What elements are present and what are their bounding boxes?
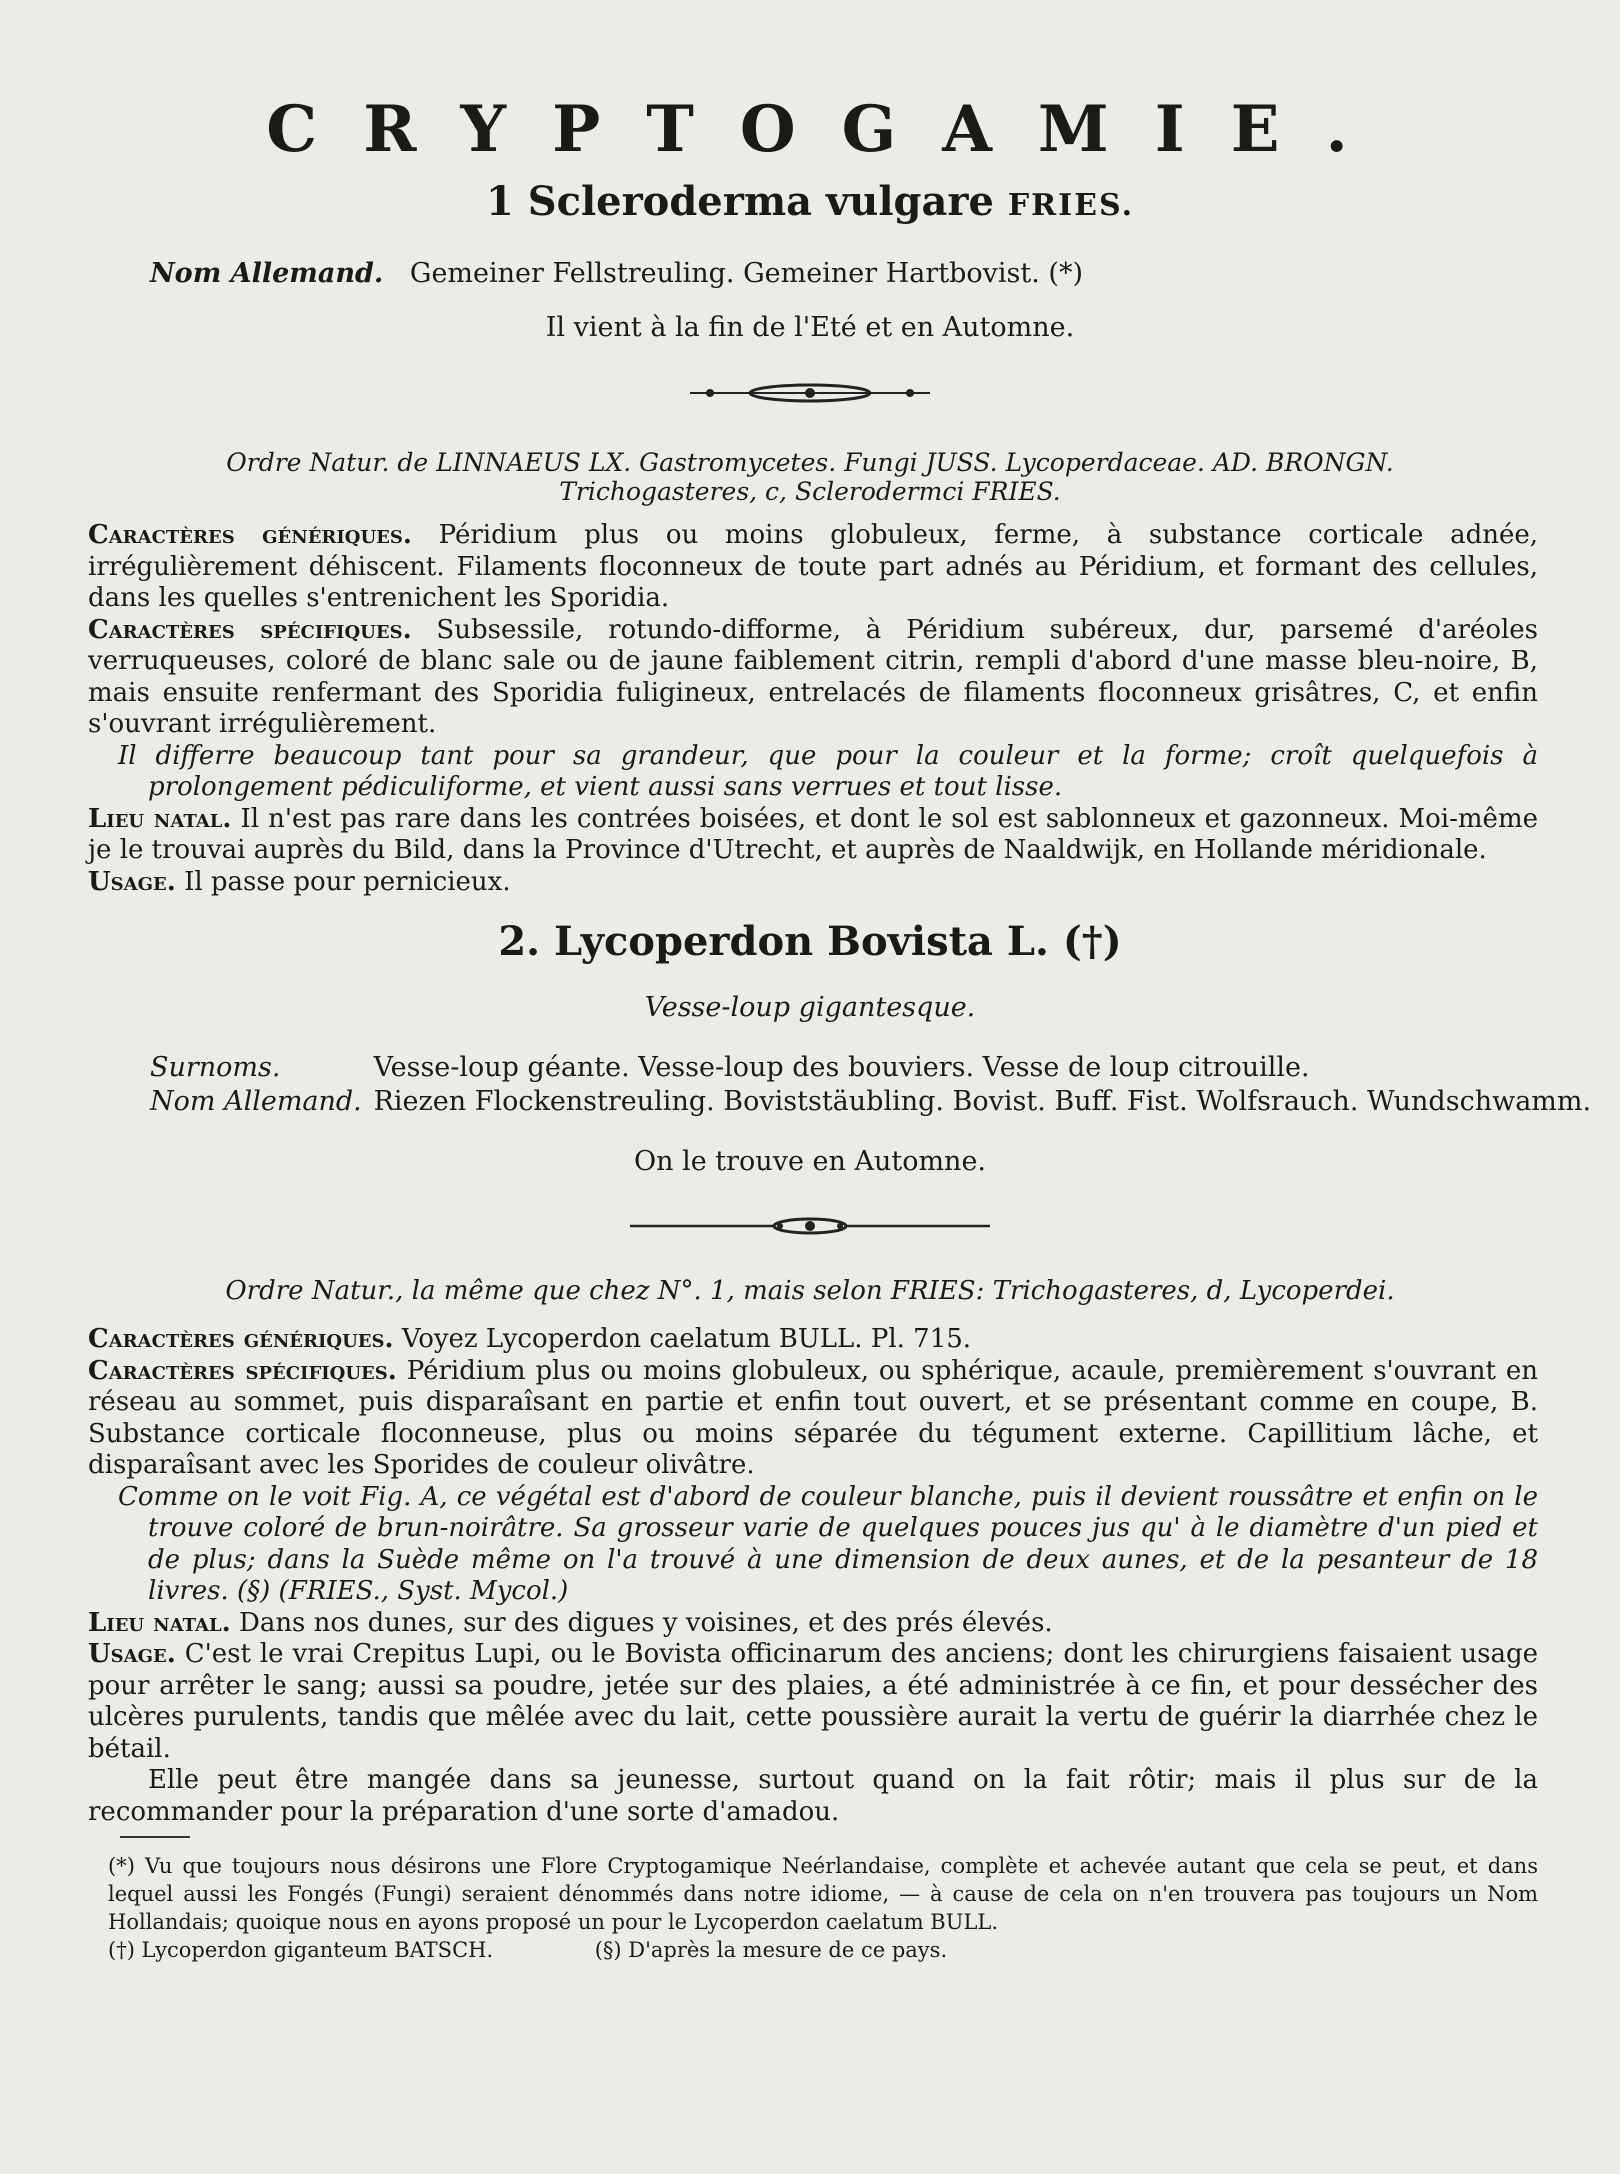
nom-allemand-label: Nom Allemand. <box>150 1086 362 1117</box>
species2-body <box>88 1324 1538 1828</box>
nom-allemand-value: Riezen Flockenstreuling. Boviststäubling. Bovist. Buff. Fist. Wolfsrauch. Wundschwamm. <box>373 1086 1592 1117</box>
generic-text: Péridium plus ou moins globuleux, ferme, à substance corticale adnée, irrégulièrement déhiscent. Filaments floconneux de toute part adnés au Péridium, et formant des cellules, dans les quelles s'entrenichent les Sporidia. <box>88 520 1539 613</box>
footnote-row <box>108 1936 1538 1964</box>
species2-specific <box>88 1356 1538 1482</box>
generic-text: Voyez Lycoperdon caelatum BULL. Pl. 715. <box>401 1324 972 1354</box>
species1-name: 1 Scleroderma vulgare <box>485 178 994 225</box>
species1-ordre-line1: Ordre Natur. de LINNAEUS LX. Gastromycetes. Fungi JUSS. Lycoperdaceae. AD. BRONGN. <box>226 448 1394 477</box>
usage-text: Il passe pour pernicieux. <box>184 866 511 897</box>
lieu-text: Dans nos dunes, sur des digues y voisines, et des prés élevés. <box>238 1607 1053 1638</box>
lieu-label: Lieu natal. <box>88 1607 231 1638</box>
footnotes <box>108 1852 1538 1964</box>
specific-label: Caractères spécifiques. <box>88 614 412 645</box>
species1-author: FRIES. <box>1007 188 1135 223</box>
lieu-text: Il n'est pas rare dans les contrées boisées, et dont le sol est sablonneux et gazonneux. Moi-même je le trouvai auprès du Bild, dans la Province d'Utrecht, et auprès de Naaldwijk, en Hollande méridionale. <box>88 803 1538 865</box>
species1-generic <box>88 520 1538 615</box>
footnote-section: (§) D'après la mesure de ce pays. <box>594 1938 948 1962</box>
usage-label: Usage. <box>88 866 176 897</box>
page-title: CRYPTOGAMIE. <box>266 92 1394 167</box>
species2-lieu <box>88 1608 1538 1640</box>
species2-italic-note: Comme on le voit Fig. A, ce végétal est d'abord de couleur blanche, puis il devient roussâtre et enfin on le trouve coloré de brun-noirâtre. Sa grosseur varie de quelques pouces jus qu' à le diamètre d'un pied et de plus; dans la Suède même on l'a trouvé à une dimension de deux aunes, et de la pesanteur de 18 livres. (§) (FRIES., Syst. Mycol.) <box>118 1481 1538 1606</box>
specific-text: Péridium plus ou moins globuleux, ou sphérique, acaule, premièrement s'ouvrant en réseau au sommet, puis disparaîsant en partie et enfin tout ouvert, et se présentant comme en coupe, B. Substance corticale floconneuse, plus ou moins séparée du tégument externe. Capillitium lâche, et disparaîsant avec les Sporides de couleur olivâtre. <box>88 1355 1538 1480</box>
footnote-dagger: (†) Lycoperdon giganteum BATSCH. <box>108 1938 494 1962</box>
usage-text: C'est le vrai Crepitus Lupi, ou le Bovista officinarum des anciens; dont les chirurgiens faisaient usage pour arrêter le sang; aussi sa poudre, jetée sur des plaies, a été administrée à ce fin, et pour dessécher des ulcères purulents, tandis que mêlée avec du lait, cette poussière aurait la vertu de guérir la diarrhée chez le bétail. <box>88 1639 1538 1764</box>
ornament-divider-1 <box>0 378 1620 412</box>
species1-specific <box>88 615 1538 741</box>
specific-label: Caractères spécifiques. <box>88 1355 397 1386</box>
species2-heading: 2. Lycoperdon Bovista L. (†) <box>498 918 1122 965</box>
ornament-divider-2 <box>0 1212 1620 1244</box>
species2-generic <box>88 1324 1538 1356</box>
species1-body <box>88 520 1538 898</box>
species2-common-name: Vesse-loup gigantesque. <box>644 992 976 1023</box>
nom-allemand-value: Gemeiner Fellstreuling. Gemeiner Hartbovist. (*) <box>409 258 1083 289</box>
species1-ordre-line2: Trichogasteres, c, Sclerodermci FRIES. <box>559 477 1061 506</box>
species2-season: On le trouve en Automne. <box>633 1146 986 1177</box>
species2-surnoms <box>150 1052 1310 1083</box>
species2-ordre: Ordre Natur., la même que chez N°. 1, mais selon FRIES: Trichogasteres, d, Lycoperdei. <box>225 1276 1395 1306</box>
species1-usage <box>88 867 1538 899</box>
surnoms-label: Surnoms. <box>150 1052 281 1083</box>
species1-nom-allemand <box>150 258 1083 289</box>
species1-lieu <box>88 804 1538 867</box>
specific-text: Subsessile, rotundo-difforme, à Péridium subéreux, dur, parsemé d'aréoles verruqueuses, coloré de blanc sale ou de jaune faiblement citrin, rempli d'abord d'une masse bleu-noire, B, mais ensuite renfermant des Sporidia fuligineux, entrelacés de filaments floconneux grisâtres, C, et enfin s'ouvrant irrégulièrement. <box>88 614 1539 739</box>
species2-extra: Elle peut être mangée dans sa jeunesse, surtout quand on la fait rôtir; mais il plus sur de la recommander pour la préparation d'une sorte d'amadou. <box>88 1765 1538 1827</box>
species1-heading <box>0 178 1620 225</box>
species1-season: Il vient à la fin de l'Eté et en Automne. <box>545 312 1075 343</box>
footnote-rule <box>120 1836 190 1838</box>
generic-label: Caractères génériques. <box>88 1324 394 1354</box>
species1-italic-note: Il differre beaucoup tant pour sa grandeur, que pour la couleur et la forme; croît quelquefois à prolongement pédiculiforme, et vient aussi sans verrues et tout lisse. <box>118 740 1538 802</box>
surnoms-value: Vesse-loup géante. Vesse-loup des bouviers. Vesse de loup citrouille. <box>373 1052 1310 1083</box>
species2-usage <box>88 1639 1538 1765</box>
nom-allemand-label: Nom Allemand. <box>150 258 384 289</box>
generic-label: Caractères génériques. <box>88 520 412 550</box>
usage-label: Usage. <box>88 1639 176 1669</box>
species2-nom-allemand <box>150 1086 1591 1117</box>
footnote-star: (*) Vu que toujours nous désirons une Flore Cryptogamique Neérlandaise, complète et achevée autant que cela se peut, et dans lequel aussi les Fongés (Fungi) seraient dénommés dans notre idiome, — à cause de cela on n'en trouvera pas toujours un Nom Hollandais; quoique nous en ayons proposé un pour le Lycoperdon caelatum BULL. <box>108 1854 1538 1934</box>
lieu-label: Lieu natal. <box>88 803 232 834</box>
